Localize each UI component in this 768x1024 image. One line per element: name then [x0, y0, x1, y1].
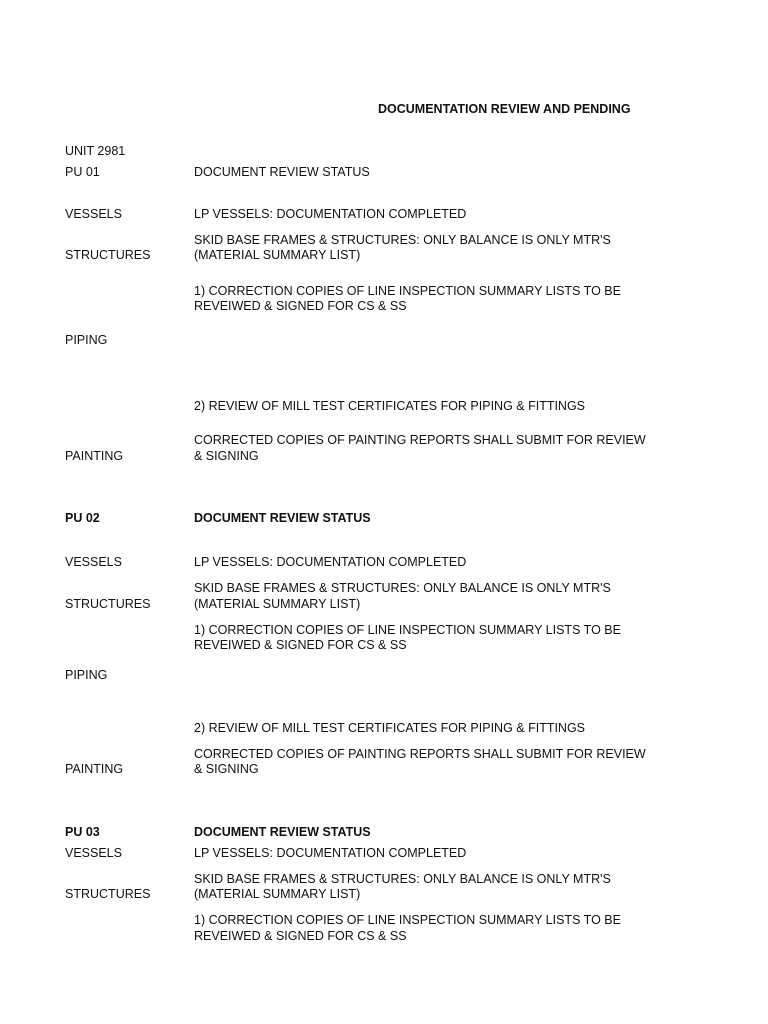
unit-label: UNIT 2981	[65, 144, 126, 158]
pu02-piping-item2: 2) REVIEW OF MILL TEST CERTIFICATES FOR PIPING & FITTINGS	[194, 721, 586, 735]
pu03-structures-text-line1: SKID BASE FRAMES & STRUCTURES: ONLY BALANCE IS ONLY MTR'S	[194, 872, 611, 886]
pu01-piping-label: PIPING	[65, 333, 108, 347]
pu02-piping-item1-line2: REVEIWED & SIGNED FOR CS & SS	[194, 638, 407, 652]
pu03-structures-label: STRUCTURES	[65, 887, 151, 901]
pu03-vessels-text: LP VESSELS: DOCUMENTATION COMPLETED	[194, 846, 467, 860]
pu01-piping-item2: 2) REVIEW OF MILL TEST CERTIFICATES FOR PIPING & FITTINGS	[194, 399, 586, 413]
pu03-label: PU 03	[65, 825, 100, 839]
pu01-structures-text-line2: (MATERIAL SUMMARY LIST)	[194, 248, 361, 262]
pu02-painting-text-line1: CORRECTED COPIES OF PAINTING REPORTS SHALL SUBMIT FOR REVIEW	[194, 747, 646, 761]
pu03-status: DOCUMENT REVIEW STATUS	[194, 825, 371, 839]
pu02-piping-label: PIPING	[65, 668, 108, 682]
pu02-label: PU 02	[65, 511, 100, 525]
pu01-status: DOCUMENT REVIEW STATUS	[194, 165, 370, 179]
pu01-label: PU 01	[65, 165, 100, 179]
pu02-structures-text-line2: (MATERIAL SUMMARY LIST)	[194, 597, 361, 611]
pu03-piping-item1-line2: REVEIWED & SIGNED FOR CS & SS	[194, 929, 407, 943]
pu02-vessels-label: VESSELS	[65, 555, 122, 569]
pu02-vessels-text: LP VESSELS: DOCUMENTATION COMPLETED	[194, 555, 467, 569]
pu01-structures-text-line1: SKID BASE FRAMES & STRUCTURES: ONLY BALANCE IS ONLY MTR'S	[194, 233, 611, 247]
pu03-structures-text-line2: (MATERIAL SUMMARY LIST)	[194, 887, 361, 901]
pu01-painting-label: PAINTING	[65, 449, 124, 463]
pu03-piping-item1-line1: 1) CORRECTION COPIES OF LINE INSPECTION SUMMARY LISTS TO BE	[194, 913, 621, 927]
pu02-status: DOCUMENT REVIEW STATUS	[194, 511, 371, 525]
pu02-painting-text-line2: & SIGNING	[194, 762, 259, 776]
pu02-structures-label: STRUCTURES	[65, 597, 151, 611]
pu01-piping-item1-line1: 1) CORRECTION COPIES OF LINE INSPECTION SUMMARY LISTS TO BE	[194, 284, 621, 298]
pu02-piping-item1-line1: 1) CORRECTION COPIES OF LINE INSPECTION SUMMARY LISTS TO BE	[194, 623, 621, 637]
pu01-painting-text-line1: CORRECTED COPIES OF PAINTING REPORTS SHALL SUBMIT FOR REVIEW	[194, 433, 646, 447]
pu01-painting-text-line2: & SIGNING	[194, 449, 259, 463]
pu01-structures-label: STRUCTURES	[65, 248, 151, 262]
pu01-piping-item1-line2: REVEIWED & SIGNED FOR CS & SS	[194, 299, 407, 313]
pu02-structures-text-line1: SKID BASE FRAMES & STRUCTURES: ONLY BALANCE IS ONLY MTR'S	[194, 581, 611, 595]
pu01-vessels-text: LP VESSELS: DOCUMENTATION COMPLETED	[194, 207, 467, 221]
pu02-painting-label: PAINTING	[65, 762, 124, 776]
pu01-vessels-label: VESSELS	[65, 207, 122, 221]
document-title: DOCUMENTATION REVIEW AND PENDING	[378, 102, 631, 116]
pu03-vessels-label: VESSELS	[65, 846, 122, 860]
